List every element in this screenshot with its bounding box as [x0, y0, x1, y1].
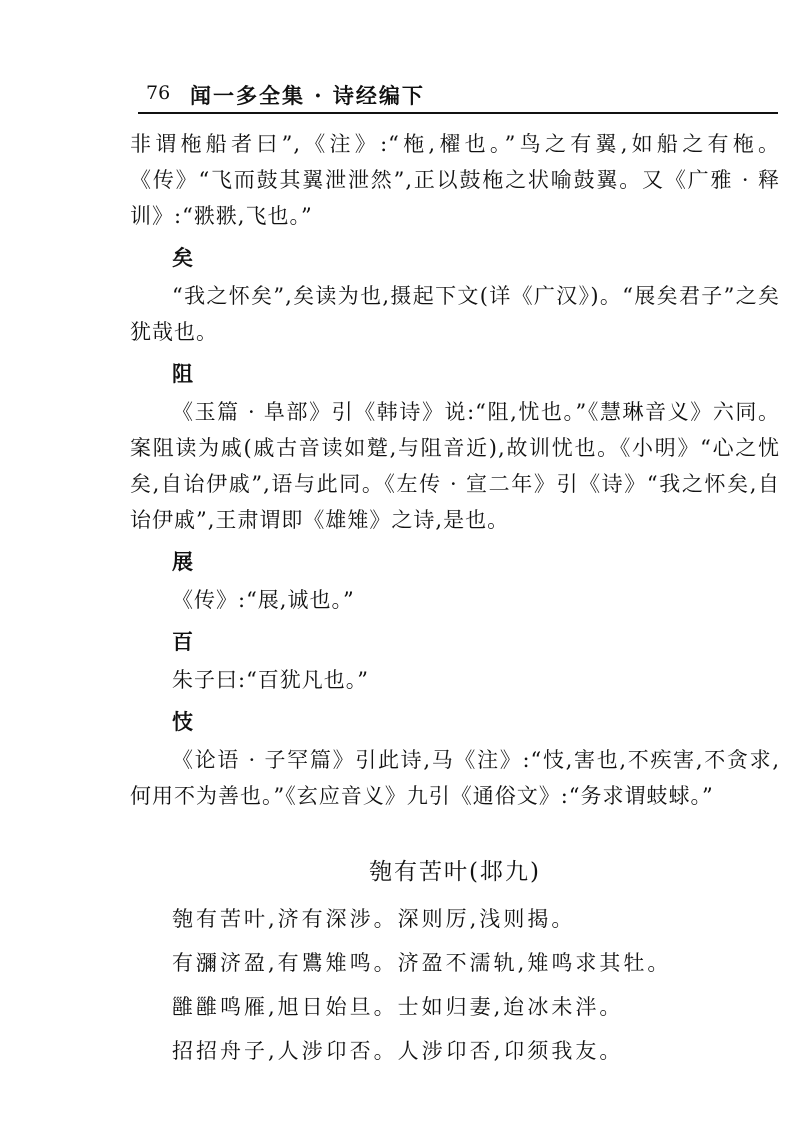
entry-heading-bai: 百 — [172, 629, 193, 654]
entry-heading-zhi: 忮 — [172, 709, 193, 734]
running-title: 闻一多全集 · 诗经编下 — [190, 83, 425, 108]
poem-title: 匏有苦叶(邶九) — [369, 859, 541, 885]
page-header — [138, 76, 778, 116]
poem-line: 招招舟子,人涉卬否。人涉卬否,卬须我友。 — [172, 1039, 624, 1063]
paragraph-yi: “我之怀矣”,矣读为也,摄起下文(详《广汉》)。“展矣君子”之矣犹哉也。 — [130, 284, 780, 344]
header-rule — [138, 112, 778, 114]
paragraph-bai: 朱子曰:“百犹凡也。” — [172, 668, 370, 692]
entry-heading-zu: 阻 — [172, 361, 193, 386]
entry-heading-yi: 矣 — [172, 245, 193, 270]
page-body — [130, 126, 780, 1080]
paragraph-continuation: 非谓柂船者曰”,《注》:“柂,櫂也。”鸟之有翼,如船之有柂。《传》“飞而鼓其翼泄泄然”,正以鼓柂之状喻鼓翼。又《广雅 · 释训》:“翐翐,飞也。” — [130, 132, 780, 228]
poem-line: 匏有苦叶,济有深涉。深则厉,浅则揭。 — [172, 907, 576, 931]
poem-line: 雝雝鸣雁,旭日始旦。士如归妻,迨冰未泮。 — [172, 995, 624, 1019]
paragraph-zhan: 《传》:“展,诚也。” — [172, 588, 355, 612]
paragraph-zhi: 《论语 · 子罕篇》引此诗,马《注》:“忮,害也,不疾害,不贪求,何用不为善也。”《玄应音义》九引《通俗文》:“务求谓蚑蛷。” — [130, 748, 780, 808]
entry-heading-zhan: 展 — [172, 549, 193, 574]
paragraph-zu: 《玉篇 · 阜部》引《韩诗》说:“阻,忧也。”《慧琳音义》六同。案阻读为戚(戚古音读如蹵,与阻音近),故训忧也。《小明》“心之忧矣,自诒伊戚”,语与此同。《左传 · 宣二年》引《诗》“我之怀矣,自诒伊戚”,王肃谓即《雄雉》之诗,是也。 — [130, 400, 780, 532]
poem-line: 有瀰济盈,有鷕雉鸣。济盈不濡轨,雉鸣求其牡。 — [172, 951, 672, 975]
page-number: 76 — [146, 82, 171, 104]
